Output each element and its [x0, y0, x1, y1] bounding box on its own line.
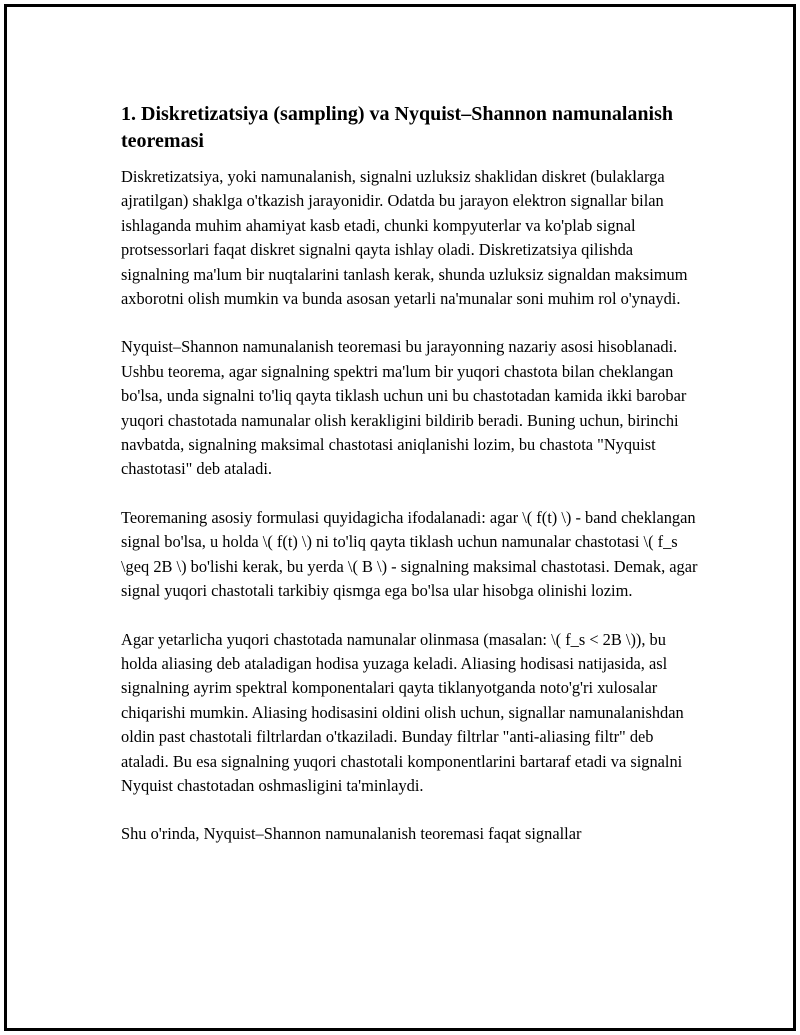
document-body	[121, 101, 701, 871]
paragraph-continuation: Shu o'rinda, Nyquist–Shannon namunalanish teoremasi faqat signallar	[121, 824, 582, 844]
paragraph-formula: Teoremaning asosiy formulasi quyidagicha ifodalanadi: agar \( f(t) \) - band cheklangan signal bo'lsa, u holda \( f(t) \) ni to'liq qayta tiklash uchun namunalar chastotasi \( f_s \geq 2B \) bo'lishi kerak, bu yerda \( B \) - signalning maksimal chastotasi. Demak, agar signal yuqori chastotali tarkibiy qismga ega bo'lsa ular hisobga olinishi lozim.	[121, 507, 698, 601]
paragraph-diskretizatsiya: Diskretizatsiya, yoki namunalanish, signalni uzluksiz shaklidan diskret (bulaklarga ajratilgan) shaklga o'tkazish jarayonidir. Odatda bu jarayon elektron signallar bilan ishlaganda muhim ahamiyat kasb etadi, chunki kompyuterlar va ko'plab signal protsessorlari faqat diskret signalni qayta ishlay oladi. Diskretizatsiya qilishda signalning ma'lum bir nuqtalarini tanlash kerak, shunda uzluksiz signaldan maksimum axborotni olish mumkin va bunda asosan yetarli na'munalar soni muhim rol o'ynaydi.	[121, 167, 688, 309]
paragraph-aliasing: Agar yetarlicha yuqori chastotada namunalar olinmasa (masalan: \( f_s < 2B \)), bu holda aliasing deb ataladigan hodisa yuzaga keladi. Aliasing hodisasi natijasida, asl signalning ayrim spektral komponentalari qayta tiklanyotganda noto'g'ri xulosalar chiqarishi mumkin. Aliasing hodisasini oldini olish uchun, signallar namunalanishdan oldin past chastotali filtrlardan o'tkaziladi. Bunday filtrlar "anti-aliasing filtr" deb ataladi. Bu esa signalning yuqori chastotali komponentlarini bartaraf etadi va signalni Nyquist chastotadan oshmasligini ta'minlaydi.	[121, 629, 684, 795]
page-frame	[4, 4, 796, 1031]
paragraph-nyquist-theorem: Nyquist–Shannon namunalanish teoremasi bu jarayonning nazariy asosi hisoblanadi. Ushbu teorema, agar signalning spektri ma'lum bir yuqori chastota bilan cheklangan bo'lsa, unda signalni to'liq qayta tiklash uchun uni bu chastotadan kamida ikki barobar yuqori chastotada namunalar olish kerakligini bildirib beradi. Buning uchun, birinchi navbatda, signalning maksimal chastotasi aniqlanishi lozim, bu chastota "Nyquist chastotasi" deb ataladi.	[121, 337, 687, 479]
section-heading: 1. Diskretizatsiya (sampling) va Nyquist–Shannon namunalanish teoremasi	[121, 103, 673, 152]
